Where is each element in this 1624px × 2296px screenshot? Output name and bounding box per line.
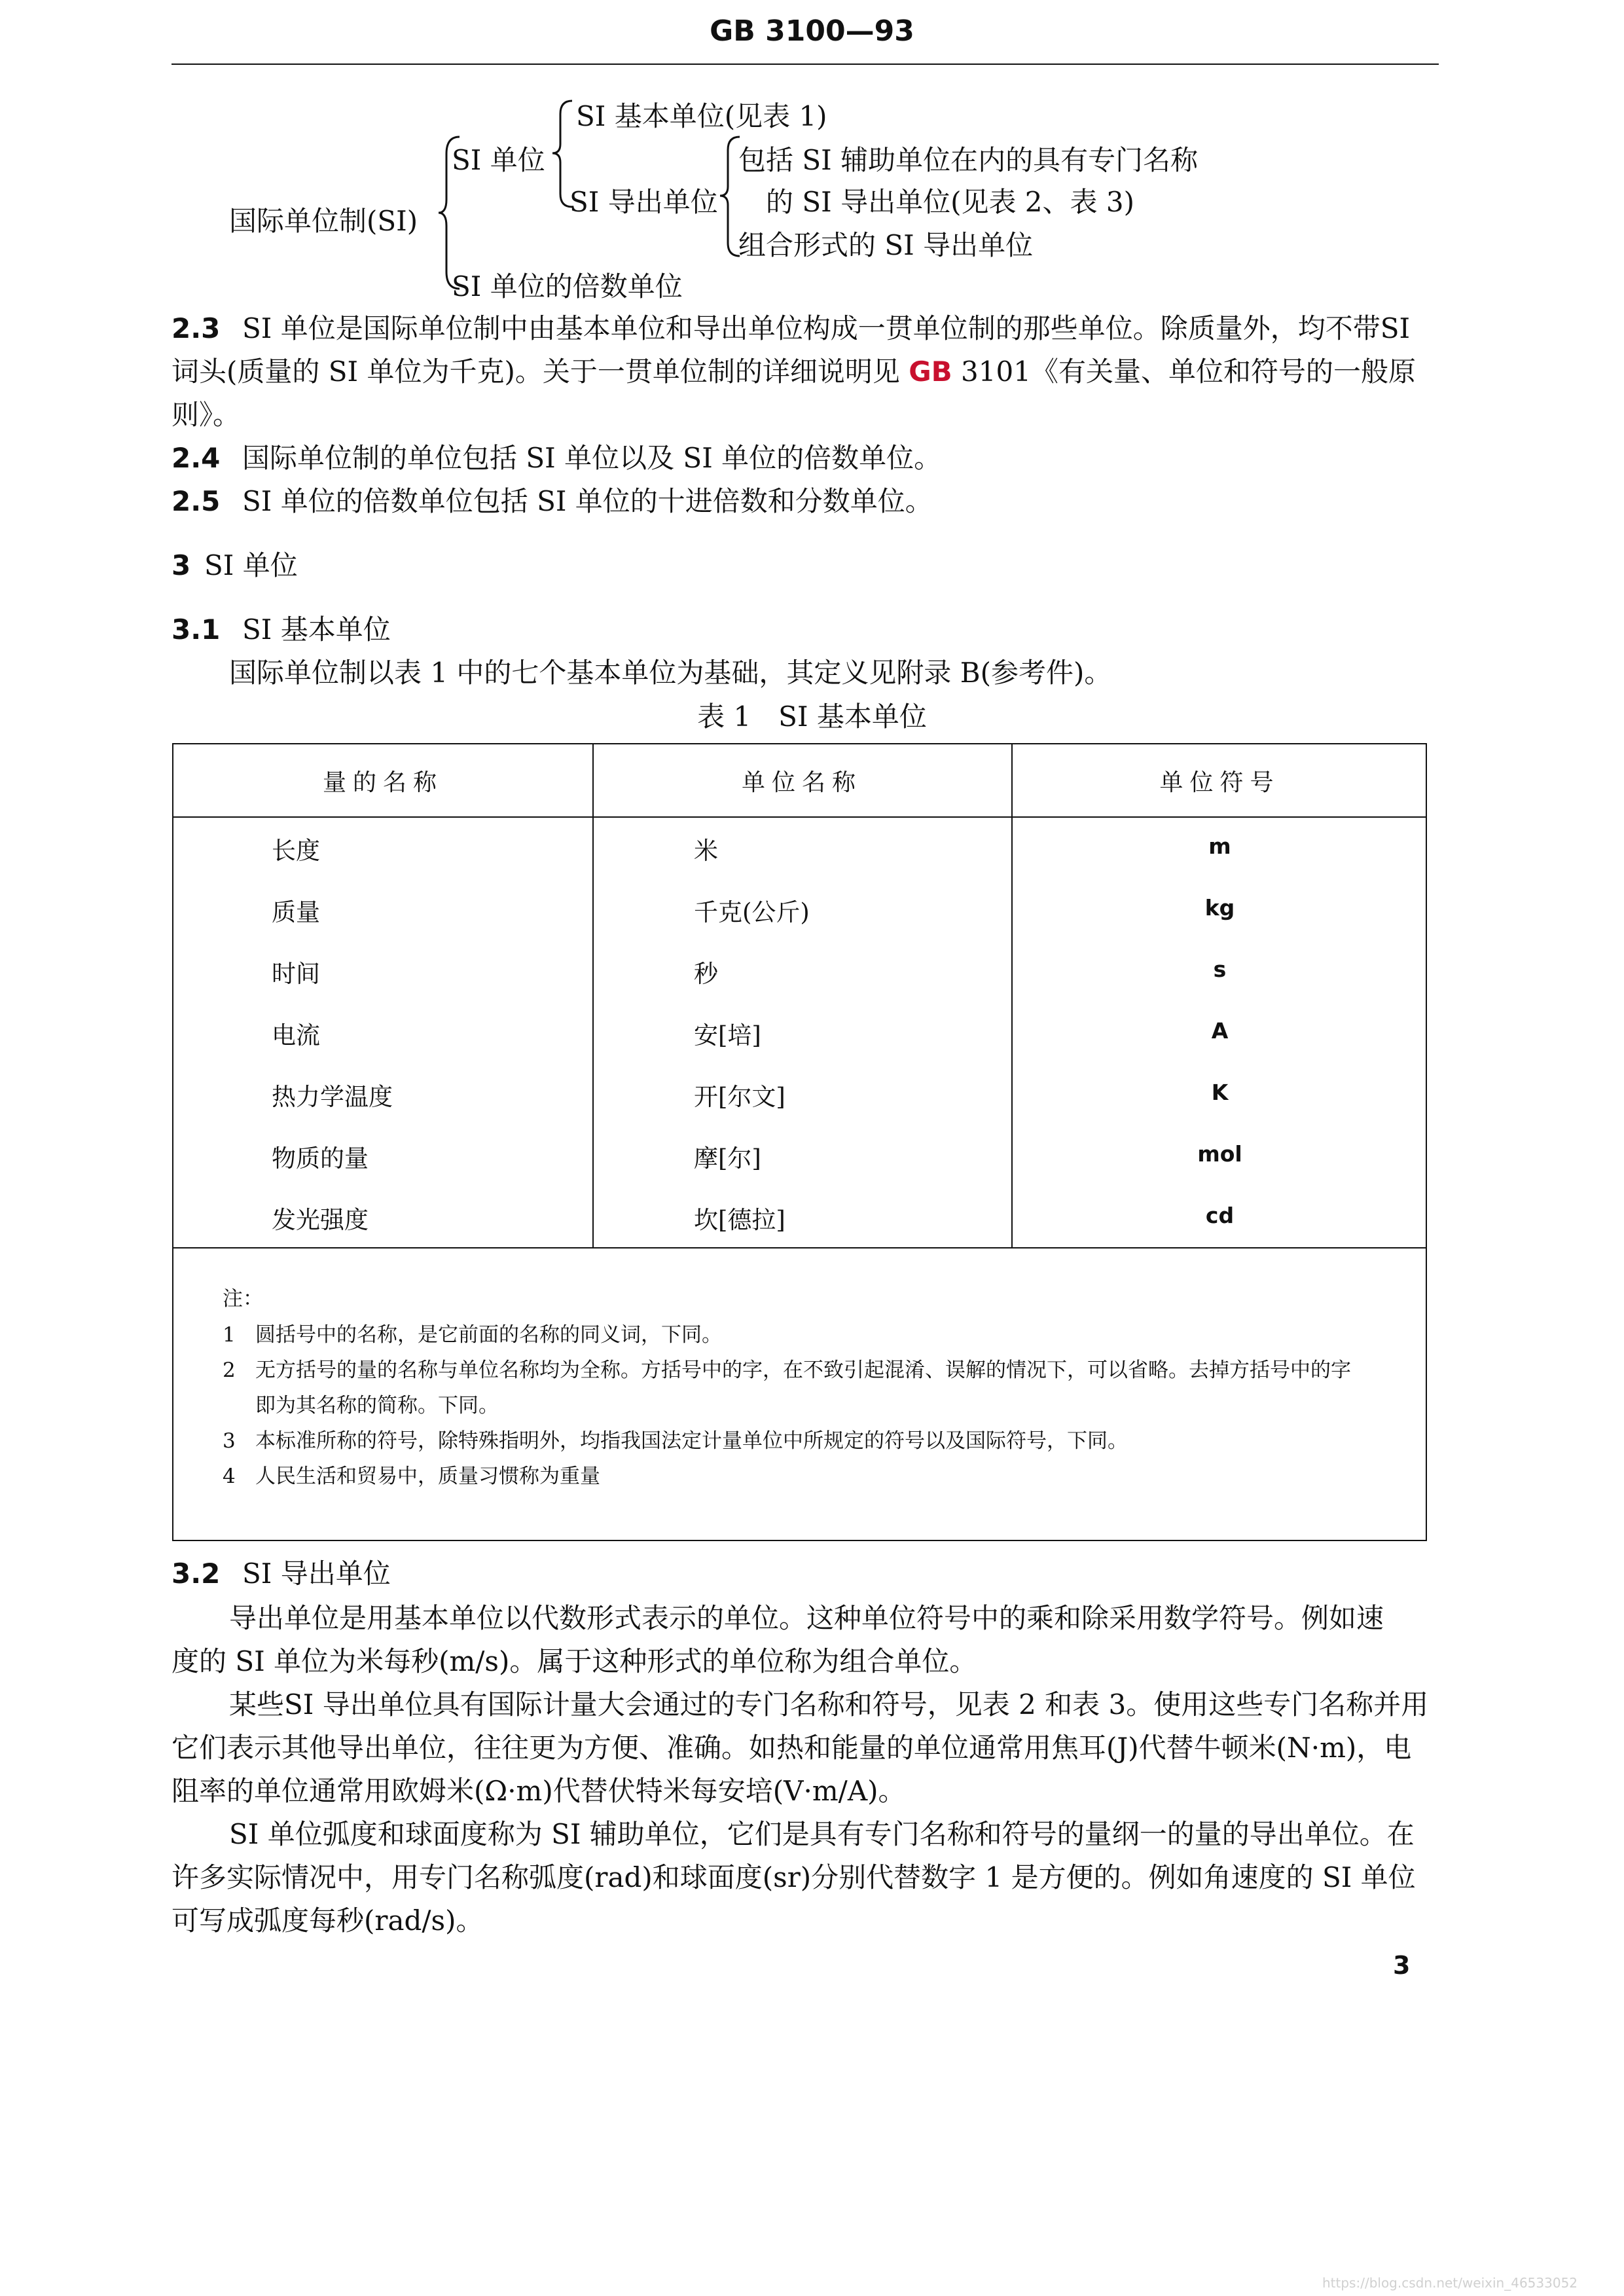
tree-derived-named-1: 包括 SI 辅助单位在内的具有专门名称 (738, 144, 1199, 176)
s32-p3-line3: 可写成弧度每秒(rad/s)。 (171, 1904, 484, 1937)
table1-caption: 表 1 SI 基本单位 (697, 701, 927, 733)
section-title-3: SI 单位 (204, 549, 298, 581)
s32-p2-line1: 某些SI 导出单位具有国际计量大会通过的专门名称和符号，见表 2 和表 3。使用这些专门名称并用 (229, 1688, 1429, 1721)
s23-line2: 词头(质量的 SI 单位为千克)。关于一贯单位制的详细说明见 GB 3101《有关量、单位和符号的一般原 (171, 355, 1416, 388)
s23-line3: 则》。 (171, 399, 241, 431)
watermark: https://blog.csdn.net/weixin_46533052 (1322, 2275, 1578, 2291)
header-quantity: 量的名称 (322, 769, 443, 796)
section-title-3-2: SI 导出单位 (242, 1558, 391, 1590)
tree-multiples: SI 单位的倍数单位 (452, 270, 683, 302)
section-num-2-5: 2.5 (171, 485, 221, 517)
header-divider (173, 816, 1426, 818)
s32-p3-line1: SI 单位弧度和球面度称为 SI 辅助单位，它们是具有专门名称和符号的量纲一的量的导出单位。在 (229, 1818, 1415, 1850)
section-num-3-2: 3.2 (171, 1558, 221, 1590)
section-title-3-1: SI 基本单位 (242, 613, 391, 646)
notes-divider (173, 1247, 1426, 1248)
s31-text: 国际单位制以表 1 中的七个基本单位为基础，其定义见附录 B(参考件)。 (229, 657, 1112, 689)
tree-derived-named-2: 的 SI 导出单位(见表 2、表 3) (766, 186, 1134, 218)
s32-p1-line2: 度的 SI 单位为米每秒(m/s)。属于这种形式的单位称为组合单位。 (171, 1645, 977, 1677)
col-divider-2 (1011, 744, 1013, 1247)
s32-p1-line1: 导出单位是用基本单位以代数形式表示的单位。这种单位符号中的乘和除采用数学符号。例如速 (229, 1602, 1384, 1634)
page-header: GB 3100—93 (710, 14, 914, 48)
tree-derived-units: SI 导出单位 (569, 186, 718, 218)
s32-p2-line3: 阻率的单位通常用欧姆米(Ω·m)代替伏特米每安培(V·m/A)。 (171, 1775, 906, 1807)
tree-si-unit: SI 单位 (452, 144, 545, 176)
gb-ref-link[interactable]: GB (909, 355, 952, 388)
section-num-3-1: 3.1 (171, 613, 221, 646)
s24-text: 国际单位制的单位包括 SI 单位以及 SI 单位的倍数单位。 (242, 442, 942, 474)
s23-line1: SI 单位是国际单位制中由基本单位和导出单位构成一贯单位制的那些单位。除质量外，均不带SI (242, 312, 1411, 344)
page-number: 3 (1393, 1951, 1411, 1980)
tree-base-units: SI 基本单位(见表 1) (576, 100, 827, 132)
header-rule (171, 64, 1439, 65)
s32-p3-line2: 许多实际情况中，用专门名称弧度(rad)和球面度(sr)分别代替数字 1 是方便的。例如角速度的 SI 单位 (171, 1861, 1416, 1893)
table1: 量的名称 单位名称 单位符号 长度 米 m 质量 千克(公斤) kg 时间 秒 s 电流 安[培] A 热力学温度 开[尔文] K 物质的量 摩[尔] mol 发光强度 坎[德拉] cd 注： 1 圆括号中的名称，是它前面的名称的同义词，下同。 2 无方括号的量的名称与单位名称均为全称。方括号中的字，在不致引起混淆、误解的情况下，可以省略。去掉方括号中的字即为其名称的简称。下同。 3 本标准所称的符号，除特殊指明外，均指我国法定计量单位中所规定的符号以及国际符号，下同。 4 人民生活和贸易中，质量习惯称为重量 (172, 743, 1427, 1541)
notes-label: 注： (223, 1287, 263, 1311)
col-divider-1 (592, 744, 594, 1247)
s25-text: SI 单位的倍数单位包括 SI 单位的十进倍数和分数单位。 (242, 485, 933, 517)
s32-p2-line2: 它们表示其他导出单位，往往更为方便、准确。如热和能量的单位通常用焦耳(J)代替牛顿米(N·m)，电 (171, 1732, 1412, 1764)
section-num-2-4: 2.4 (171, 442, 221, 474)
header-unit-name: 单位名称 (741, 769, 862, 796)
section-num-2-3: 2.3 (171, 312, 221, 344)
tree-derived-combined: 组合形式的 SI 导出单位 (738, 229, 1034, 261)
section-num-3: 3 (171, 549, 191, 581)
header-unit-symbol: 单位符号 (1159, 769, 1280, 796)
tree-root: 国际单位制(SI) (229, 205, 418, 237)
